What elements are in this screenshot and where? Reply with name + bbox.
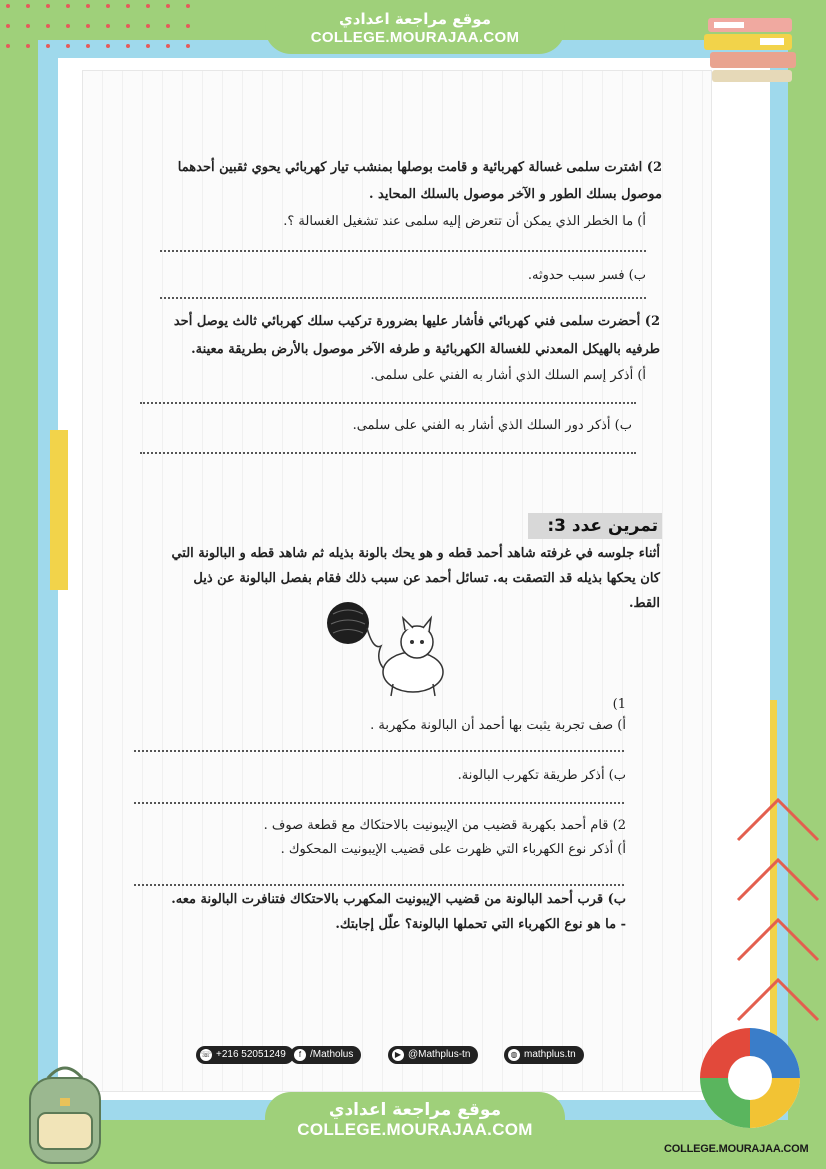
decor-dot: [166, 4, 170, 8]
banner-arabic-title: موقع مراجعة اعدادي: [328, 1100, 502, 1120]
decor-dots: [6, 4, 206, 49]
ex3-intro-line1: أثناء جلوسه في غرفته شاهد أحمد قطه و هو يحك بالونة بذيله ثم شاهد قطه و البالونة التي: [171, 546, 660, 561]
banner-arabic-title: موقع مراجعة اعدادي: [339, 10, 491, 28]
brand-logo-icon: [694, 1022, 814, 1142]
decor-dot: [106, 4, 110, 8]
ex3-q1-a: أ) صف تجربة يثبت بها أحمد أن البالونة مكهربة .: [370, 718, 626, 733]
ex3-q1-number: 1): [612, 697, 626, 712]
site-banner-top[interactable]: [265, 2, 565, 54]
answer-line[interactable]: [160, 297, 646, 299]
decor-dot: [66, 24, 70, 28]
decor-dot: [66, 4, 70, 8]
social-facebook[interactable]: [290, 1046, 361, 1064]
decor-dot: [166, 44, 170, 48]
cat-balloon-illustration: [325, 600, 445, 700]
decor-dot: [46, 4, 50, 8]
ex3-q2-b-sub: - ما هو نوع الكهرباء التي تحملها البالونة؟ علّل إجابتك.: [335, 917, 626, 932]
social-youtube-text: @Mathplus-tn: [408, 1049, 471, 1060]
decor-dot: [6, 44, 10, 48]
decor-dot: [86, 24, 90, 28]
ex3-q2-line: 2) قام أحمد بكهربة قضيب من الإيبونيت بالاحتكاك مع قطعة صوف .: [263, 818, 626, 833]
decor-dot: [6, 4, 10, 8]
youtube-icon: ▶: [392, 1049, 404, 1061]
chevron-decoration-icon: [730, 790, 826, 1030]
banner-site-url: COLLEGE.MOURAJAA.COM: [310, 29, 520, 46]
ex3-q1-b: ب) أذكر طريقة تكهرب البالونة.: [457, 768, 626, 783]
answer-line[interactable]: [134, 884, 624, 886]
decor-dot: [186, 4, 190, 8]
facebook-icon: f: [294, 1049, 306, 1061]
decor-yellow-stripe-left: [50, 430, 68, 590]
decor-dot: [186, 24, 190, 28]
decor-dot: [86, 44, 90, 48]
answer-line[interactable]: [140, 402, 636, 404]
social-phone[interactable]: [196, 1046, 294, 1064]
brand-logo-text: COLLEGE.MOURAJAA.COM: [664, 1143, 809, 1155]
site-banner-bottom[interactable]: [265, 1092, 565, 1152]
ex3-q2-b: ب) قرب أحمد البالونة من قضيب الإيبونيت المكهرب بالاحتكاك فتنافرت البالونة معه.: [171, 892, 626, 907]
banner-site-url: COLLEGE.MOURAJAA.COM: [297, 1120, 533, 1139]
q2a-question-a: أ) ما الخطر الذي يمكن أن تتعرض إليه سلمى عند تشغيل الغسالة ؟.: [283, 214, 646, 229]
social-facebook-text: /Matholus: [310, 1049, 354, 1060]
q2a-line1: 2) اشترت سلمى غسالة كهربائية و قامت بوصلها بمنشب تيار كهربائي يحوي ثقبين أحدهما: [177, 160, 662, 175]
decor-dot: [6, 24, 10, 28]
decor-dot: [126, 44, 130, 48]
social-website-text: mathplus.tn: [524, 1049, 576, 1060]
decor-dot: [106, 44, 110, 48]
decor-dot: [126, 4, 130, 8]
q2a-question-b: ب) فسر سبب حدوثه.: [527, 268, 646, 283]
answer-line[interactable]: [134, 802, 624, 804]
q2a-line2: موصول بسلك الطور و الآخر موصول بالسلك المحايد .: [369, 187, 662, 202]
q2b-line1: 2) أحضرت سلمى فني كهربائي فأشار عليها بضرورة تركيب سلك كهربائي ثالث يوصل أحد: [173, 314, 660, 329]
decor-dot: [106, 24, 110, 28]
decor-dot: [46, 24, 50, 28]
backpack-icon: [10, 1058, 120, 1168]
decor-dot: [26, 44, 30, 48]
decor-dot: [186, 44, 190, 48]
decor-dot: [126, 24, 130, 28]
ex3-q2-a: أ) أذكر نوع الكهرباء التي ظهرت على قضيب الإيبونيت المحكوك .: [280, 842, 626, 857]
decor-dot: [86, 4, 90, 8]
decor-dot: [26, 4, 30, 8]
ex3-intro-line2: كان يحكها بذيله قد التصقت به. تسائل أحمد عن سبب ذلك فقام بفصل البالونة عن ذيل: [193, 571, 660, 586]
answer-line[interactable]: [160, 250, 646, 252]
whatsapp-icon: ☏: [200, 1050, 211, 1059]
books-icon: [700, 8, 810, 88]
q2b-line2: طرفيه بالهيكل المعدني للغسالة الكهربائية و طرفه الآخر موصول بالأرض بطريقة معينة.: [191, 342, 660, 357]
decor-dot: [146, 24, 150, 28]
decor-dot: [166, 24, 170, 28]
decor-dot: [26, 24, 30, 28]
q2b-question-a: أ) أذكر إسم السلك الذي أشار به الفني على سلمى.: [370, 368, 646, 383]
ex3-intro-line3: القط.: [628, 596, 660, 611]
social-phone-text: +216 52051249: [216, 1049, 286, 1060]
globe-icon: ◍: [508, 1049, 520, 1061]
decor-dot: [146, 4, 150, 8]
answer-line[interactable]: [140, 452, 636, 454]
decor-dot: [146, 44, 150, 48]
social-website[interactable]: [504, 1046, 584, 1064]
decor-dot: [46, 44, 50, 48]
exercise-3-title: تمرين عدد 3:: [528, 513, 662, 539]
social-youtube[interactable]: [388, 1046, 478, 1064]
q2b-question-b: ب) أذكر دور السلك الذي أشار به الفني على سلمى.: [352, 418, 632, 433]
answer-line[interactable]: [134, 750, 624, 752]
decor-dot: [66, 44, 70, 48]
